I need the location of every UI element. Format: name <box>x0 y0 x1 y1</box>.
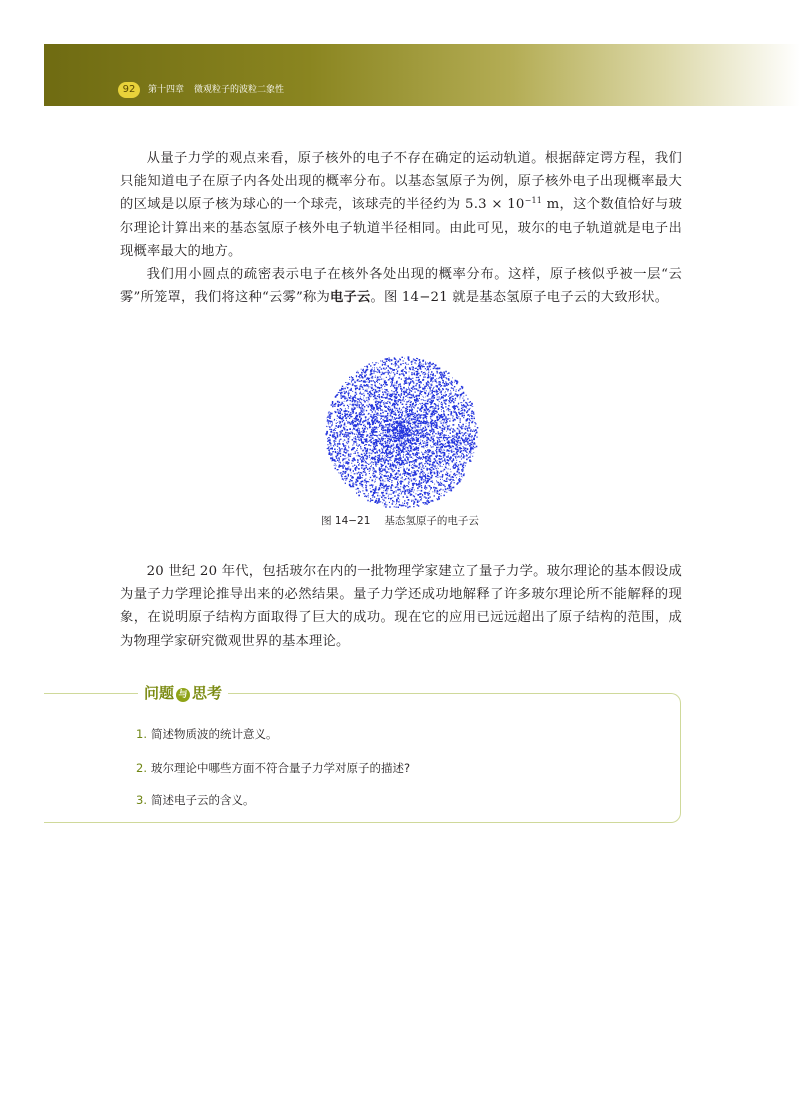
title-connector-badge: 与 <box>176 688 190 702</box>
title-right: 思考 <box>192 684 223 702</box>
paragraph-quantum-view <box>120 147 682 263</box>
electron-cloud-image <box>323 354 479 510</box>
question-text: 玻尔理论中哪些方面不符合量子力学对原子的描述? <box>150 761 411 775</box>
figure-caption <box>0 513 800 528</box>
paragraph-text: 我们用小圆点的疏密表示电子在核外各处出现的概率分布。这样，原子核似乎被一层“云雾”所笼罩，我们将这种“云雾”称为 <box>120 267 682 306</box>
paragraph-text: 。图 14−21 就是基态氢原子电子云的大致形状。 <box>370 290 669 306</box>
cloud-dots <box>325 356 478 508</box>
question-item <box>136 792 254 808</box>
title-left: 问题 <box>144 684 175 702</box>
figure-label: 图 14−21 <box>321 515 371 527</box>
exponent: −11 <box>524 196 543 206</box>
question-text: 简述电子云的含义。 <box>150 793 255 807</box>
question-item <box>136 726 277 742</box>
questions-title <box>138 680 228 706</box>
question-number: 1. <box>136 727 147 741</box>
bold-term: 电子云 <box>329 290 371 306</box>
question-item <box>136 760 410 776</box>
chapter-title: 微观粒子的波粒二象性 <box>194 85 285 95</box>
page-number: 92 <box>118 82 140 98</box>
paragraph-text: 从量子力学的观点来看，原子核外的电子不存在确定的运动轨道。根据薛定谔方程，我们只能知道电子在原子内各处出现的概率分布。以基态氢原子为例，原子核外电子出现概率最大的区域是以原子核为球心的一个球壳，该球壳的半径约为 5.3 × 10 <box>120 151 682 213</box>
question-number: 2. <box>136 761 147 775</box>
paragraph-electron-cloud <box>120 263 682 309</box>
question-number: 3. <box>136 793 147 807</box>
electron-cloud-figure <box>323 354 479 510</box>
figure-caption-text: 基态氢原子的电子云 <box>384 515 479 527</box>
paragraph-text: m，这个数值恰好与玻尔理论计算出来的基态氢原子核外电子轨道半径相同。由此可见，玻尔的电子轨道就是电子出现概率最大的地方。 <box>120 197 682 259</box>
chapter-label: 第十四章 <box>148 85 185 95</box>
paragraph-history: 20 世纪 20 年代，包括玻尔在内的一批物理学家建立了量子力学。玻尔理论的基本假设成为量子力学理论推导出来的必然结果。量子力学还成功地解释了许多玻尔理论所不能解释的现象，在说明原子结构方面取得了巨大的成功。现在它的应用已远远超出了原子结构的范围，成为物理学家研究微观世界的基本理论。 <box>120 564 682 649</box>
question-text: 简述物质波的统计意义。 <box>150 727 278 741</box>
chapter-heading <box>148 82 284 98</box>
